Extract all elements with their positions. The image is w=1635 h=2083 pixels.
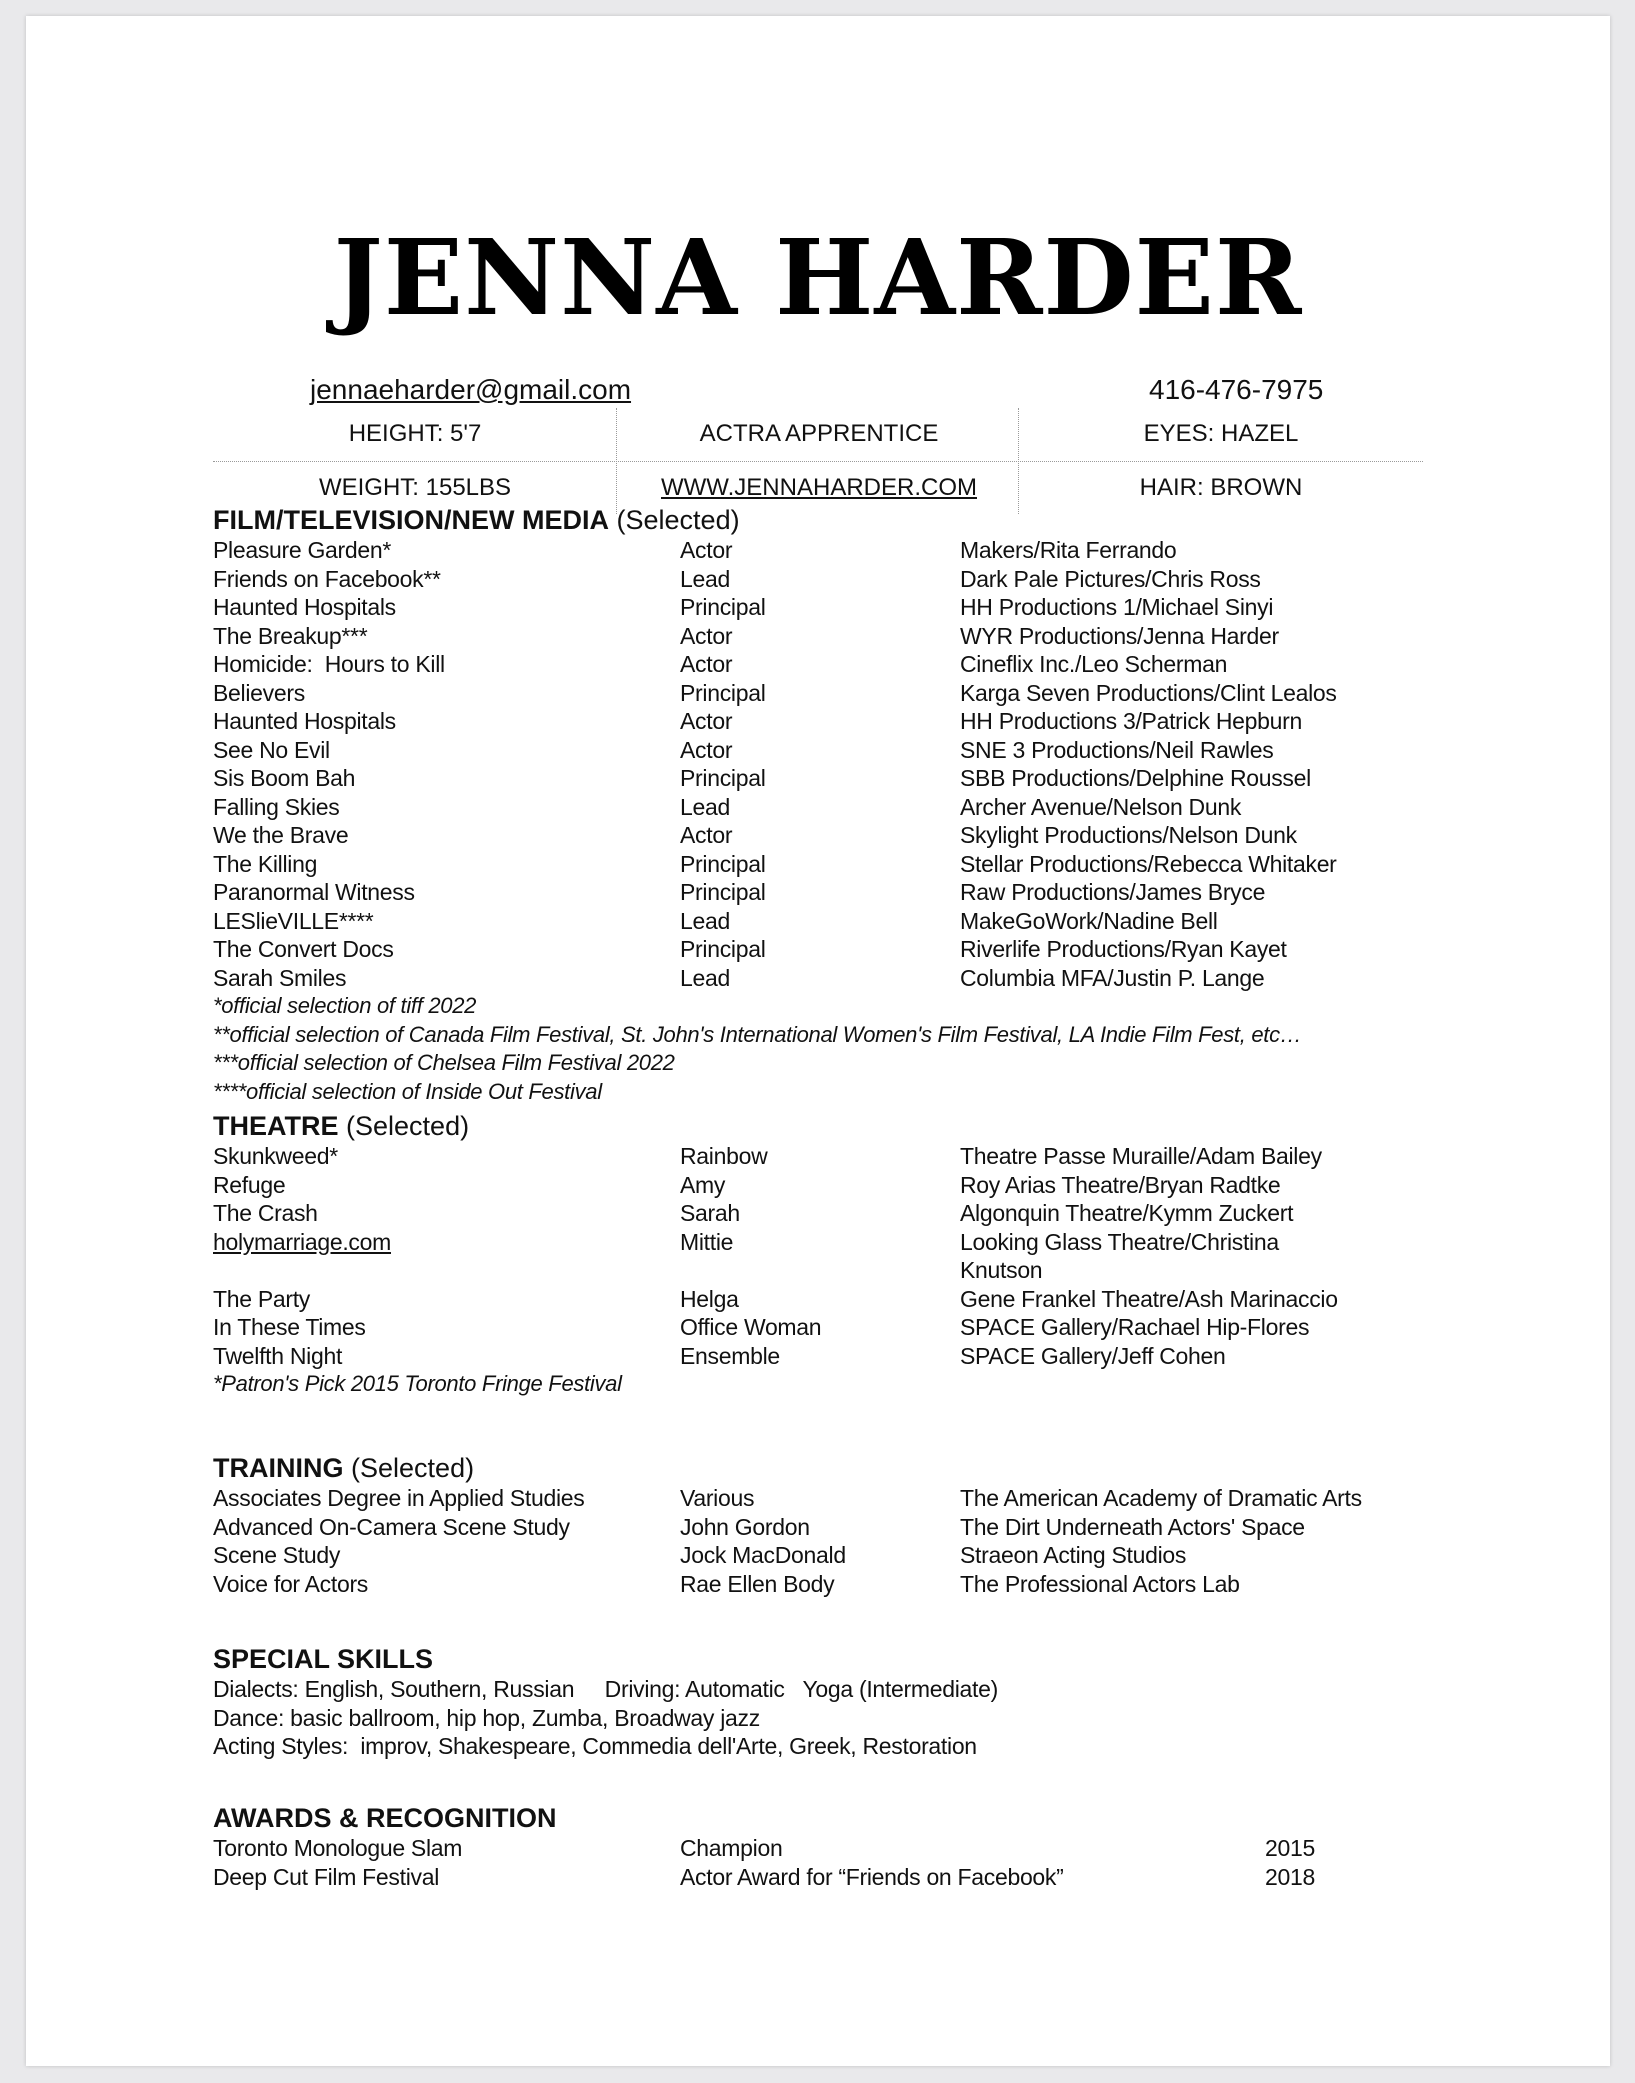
training-row — [213, 1541, 1413, 1570]
credit-row — [213, 1285, 1413, 1314]
credit-company: Raw Productions/James Bryce — [960, 879, 1266, 905]
credit-role: Office Woman — [680, 1314, 822, 1340]
website-link[interactable] — [617, 476, 1021, 500]
film-heading: FILM/TELEVISION/NEW MEDIA — [213, 505, 609, 535]
credit-title: See No Evil — [213, 736, 330, 763]
film-qualifier: (Selected) — [616, 505, 740, 535]
credit-company: Columbia MFA/Justin P. Lange — [960, 964, 1265, 991]
credit-company: Cineflix Inc./Leo Scherman — [960, 651, 1228, 677]
credit-row — [213, 935, 1413, 964]
credit-company: MakeGoWork/Nadine Bell — [960, 907, 1218, 934]
credit-company: Roy Arias Theatre/Bryan Radtke — [960, 1171, 1281, 1198]
credit-company: HH Productions 3/Patrick Hepburn — [960, 708, 1302, 734]
theatre-section-title — [213, 1110, 1413, 1142]
credit-company: HH Productions 1/Michael Sinyi — [960, 594, 1274, 620]
training-course: Scene Study — [213, 1542, 341, 1568]
credit-title: The Breakup*** — [213, 622, 368, 649]
credit-row — [213, 593, 1413, 622]
credit-row — [213, 565, 1413, 594]
credit-company: Theatre Passe Muraille/Adam Bailey — [960, 1143, 1322, 1169]
credit-role: Amy — [680, 1171, 726, 1198]
credit-role: Principal — [680, 679, 766, 706]
training-school: The Dirt Underneath Actors' Space — [960, 1513, 1305, 1540]
credit-company: Skylight Productions/Nelson Dunk — [960, 822, 1297, 848]
skills-section-title — [213, 1643, 1413, 1675]
credit-title: Homicide: Hours to Kill — [213, 651, 445, 677]
credit-row — [213, 907, 1413, 936]
award-row — [213, 1834, 1413, 1863]
film-footnote: **official selection of Canada Film Festival, St. John's International Women's Film Festival, LA Indie Film Fest, etc… — [213, 1021, 1302, 1047]
credit-role: Helga — [680, 1285, 739, 1312]
training-section — [213, 1452, 1413, 1598]
credit-role: Lead — [680, 565, 730, 592]
email-link[interactable]: jennaeharder@gmail.com — [310, 374, 632, 405]
training-row — [213, 1570, 1413, 1599]
credit-title: The Crash — [213, 1200, 318, 1226]
stat-hair: HAIR: BROWN — [1139, 474, 1303, 501]
credit-row — [213, 964, 1413, 993]
awards-heading: AWARDS & RECOGNITION — [213, 1803, 557, 1833]
credit-company: Riverlife Productions/Ryan Kayet — [960, 936, 1287, 962]
credit-role: Sarah — [680, 1200, 740, 1226]
credit-row — [213, 878, 1413, 907]
stat-height: HEIGHT: 5'7 — [348, 420, 482, 447]
credit-title: We the Brave — [213, 822, 349, 848]
credit-role: Actor — [680, 651, 733, 677]
film-section-title — [213, 504, 1413, 536]
credit-company: Dark Pale Pictures/Chris Ross — [960, 565, 1261, 592]
training-teacher: Various — [680, 1485, 755, 1511]
credit-title: Skunkweed* — [213, 1143, 338, 1169]
training-teacher: John Gordon — [680, 1513, 810, 1540]
credit-company: Looking Glass Theatre/Christina Knutson — [960, 1228, 1279, 1283]
credit-row — [213, 850, 1413, 879]
credit-role: Actor — [680, 622, 733, 649]
credit-row — [213, 821, 1413, 850]
credit-row — [213, 1142, 1413, 1171]
credit-role: Principal — [680, 850, 766, 877]
skill-line: Dance: basic ballroom, hip hop, Zumba, Broadway jazz — [213, 1704, 760, 1731]
credit-company: Archer Avenue/Nelson Dunk — [960, 793, 1242, 820]
training-course: Advanced On-Camera Scene Study — [213, 1513, 570, 1540]
credit-company: Makers/Rita Ferrando — [960, 537, 1177, 563]
award-year: 2018 — [1265, 1863, 1315, 1890]
credit-role: Principal — [680, 879, 766, 905]
theatre-qualifier: (Selected) — [346, 1111, 470, 1141]
credit-row — [213, 1171, 1413, 1200]
credit-title: Haunted Hospitals — [213, 708, 396, 734]
credit-title: Sarah Smiles — [213, 964, 347, 991]
credit-title: The Party — [213, 1285, 311, 1312]
credit-role: Actor — [680, 822, 733, 848]
credit-company: SBB Productions/Delphine Roussel — [960, 765, 1311, 791]
credit-title: Sis Boom Bah — [213, 765, 356, 791]
credit-row — [213, 1199, 1413, 1228]
credit-role: Ensemble — [680, 1342, 780, 1369]
credit-title: Pleasure Garden* — [213, 537, 392, 563]
stat-weight: WEIGHT: 155LBS — [318, 474, 512, 501]
credit-row — [213, 736, 1413, 765]
film-footnote: *official selection of tiff 2022 — [213, 993, 477, 1018]
phone-number: 416-476-7975 — [1149, 374, 1324, 405]
training-heading: TRAINING — [213, 1453, 344, 1483]
credit-row — [213, 622, 1413, 651]
credit-title: Falling Skies — [213, 793, 340, 820]
credit-company: Algonquin Theatre/Kymm Zuckert — [960, 1200, 1294, 1226]
training-row — [213, 1484, 1413, 1513]
credit-row — [213, 707, 1413, 736]
credit-company: Karga Seven Productions/Clint Lealos — [960, 679, 1337, 706]
credit-title: Friends on Facebook** — [213, 565, 441, 592]
award-name: Actor Award for “Friends on Facebook” — [680, 1863, 1064, 1890]
theatre-heading: THEATRE — [213, 1111, 339, 1141]
credit-title: Twelfth Night — [213, 1342, 343, 1369]
credit-role: Lead — [680, 907, 730, 934]
credit-title: Haunted Hospitals — [213, 594, 396, 620]
credit-role: Lead — [680, 964, 730, 991]
film-footnote: ***official selection of Chelsea Film Festival 2022 — [213, 1050, 675, 1075]
award-year: 2015 — [1265, 1835, 1315, 1861]
skill-line: Dialects: English, Southern, Russian Driving: Automatic Yoga (Intermediate) — [213, 1676, 998, 1702]
stats-divider-horizontal — [213, 461, 1423, 462]
credit-row — [213, 1313, 1413, 1342]
skill-line: Acting Styles: improv, Shakespeare, Commedia dell'Arte, Greek, Restoration — [213, 1733, 977, 1759]
award-event: Deep Cut Film Festival — [213, 1863, 440, 1890]
credit-company: Gene Frankel Theatre/Ash Marinaccio — [960, 1285, 1338, 1312]
credit-row — [213, 1228, 1413, 1285]
credit-company: SPACE Gallery/Jeff Cohen — [960, 1342, 1226, 1369]
theatre-footnote: *Patron's Pick 2015 Toronto Fringe Festival — [213, 1371, 622, 1396]
credit-role: Rainbow — [680, 1143, 768, 1169]
credit-role: Principal — [680, 594, 766, 620]
credit-role: Principal — [680, 936, 766, 962]
credit-role: Lead — [680, 793, 730, 820]
training-teacher: Jock MacDonald — [680, 1542, 846, 1568]
credit-role: Actor — [680, 708, 733, 734]
award-name: Champion — [680, 1835, 783, 1861]
credit-title: Believers — [213, 679, 305, 706]
credit-company: SPACE Gallery/Rachael Hip-Flores — [960, 1314, 1310, 1340]
credit-title: The Convert Docs — [213, 936, 394, 962]
training-qualifier: (Selected) — [351, 1453, 475, 1483]
training-school: The American Academy of Dramatic Arts — [960, 1485, 1362, 1511]
credit-title-link[interactable]: holymarriage.com — [213, 1228, 391, 1255]
credit-role: Actor — [680, 537, 733, 563]
film-footnote: ****official selection of Inside Out Festival — [213, 1078, 602, 1104]
training-school: The Professional Actors Lab — [960, 1570, 1240, 1597]
credit-title: Paranormal Witness — [213, 879, 415, 905]
credit-company: Stellar Productions/Rebecca Whitaker — [960, 850, 1337, 877]
website-link-text[interactable]: WWW.JENNAHARDER.COM — [661, 474, 977, 501]
award-event: Toronto Monologue Slam — [213, 1835, 463, 1861]
stat-eyes: EYES: HAZEL — [1143, 420, 1299, 447]
credit-role: Actor — [680, 736, 733, 763]
film-section — [213, 504, 1413, 1106]
training-course: Associates Degree in Applied Studies — [213, 1485, 585, 1511]
resume-page — [26, 16, 1610, 2066]
theatre-section — [213, 1110, 1413, 1399]
credit-role: Mittie — [680, 1228, 734, 1255]
credit-title: The Killing — [213, 850, 318, 877]
training-section-title — [213, 1452, 1413, 1484]
credit-row — [213, 764, 1413, 793]
stat-union: ACTRA APPRENTICE — [699, 420, 939, 447]
credit-title: LESlieVILLE**** — [213, 907, 374, 934]
awards-section-title — [213, 1802, 1413, 1834]
credit-row — [213, 793, 1413, 822]
credit-row — [213, 536, 1413, 565]
credit-company: WYR Productions/Jenna Harder — [960, 622, 1279, 649]
training-course: Voice for Actors — [213, 1570, 368, 1597]
training-row — [213, 1513, 1413, 1542]
credit-row — [213, 679, 1413, 708]
credit-title: In These Times — [213, 1314, 366, 1340]
credit-row — [213, 1342, 1413, 1371]
awards-section — [213, 1802, 1413, 1891]
actor-name: JENNA HARDER — [333, 216, 1303, 339]
training-school: Straeon Acting Studios — [960, 1542, 1187, 1568]
skills-section — [213, 1643, 1413, 1761]
credit-company: SNE 3 Productions/Neil Rawles — [960, 736, 1274, 763]
stats-grid — [213, 408, 1423, 514]
training-teacher: Rae Ellen Body — [680, 1570, 835, 1597]
credit-role: Principal — [680, 765, 766, 791]
award-row — [213, 1863, 1413, 1892]
credit-title: Refuge — [213, 1171, 286, 1198]
skills-heading: SPECIAL SKILLS — [213, 1644, 434, 1674]
credit-row — [213, 650, 1413, 679]
